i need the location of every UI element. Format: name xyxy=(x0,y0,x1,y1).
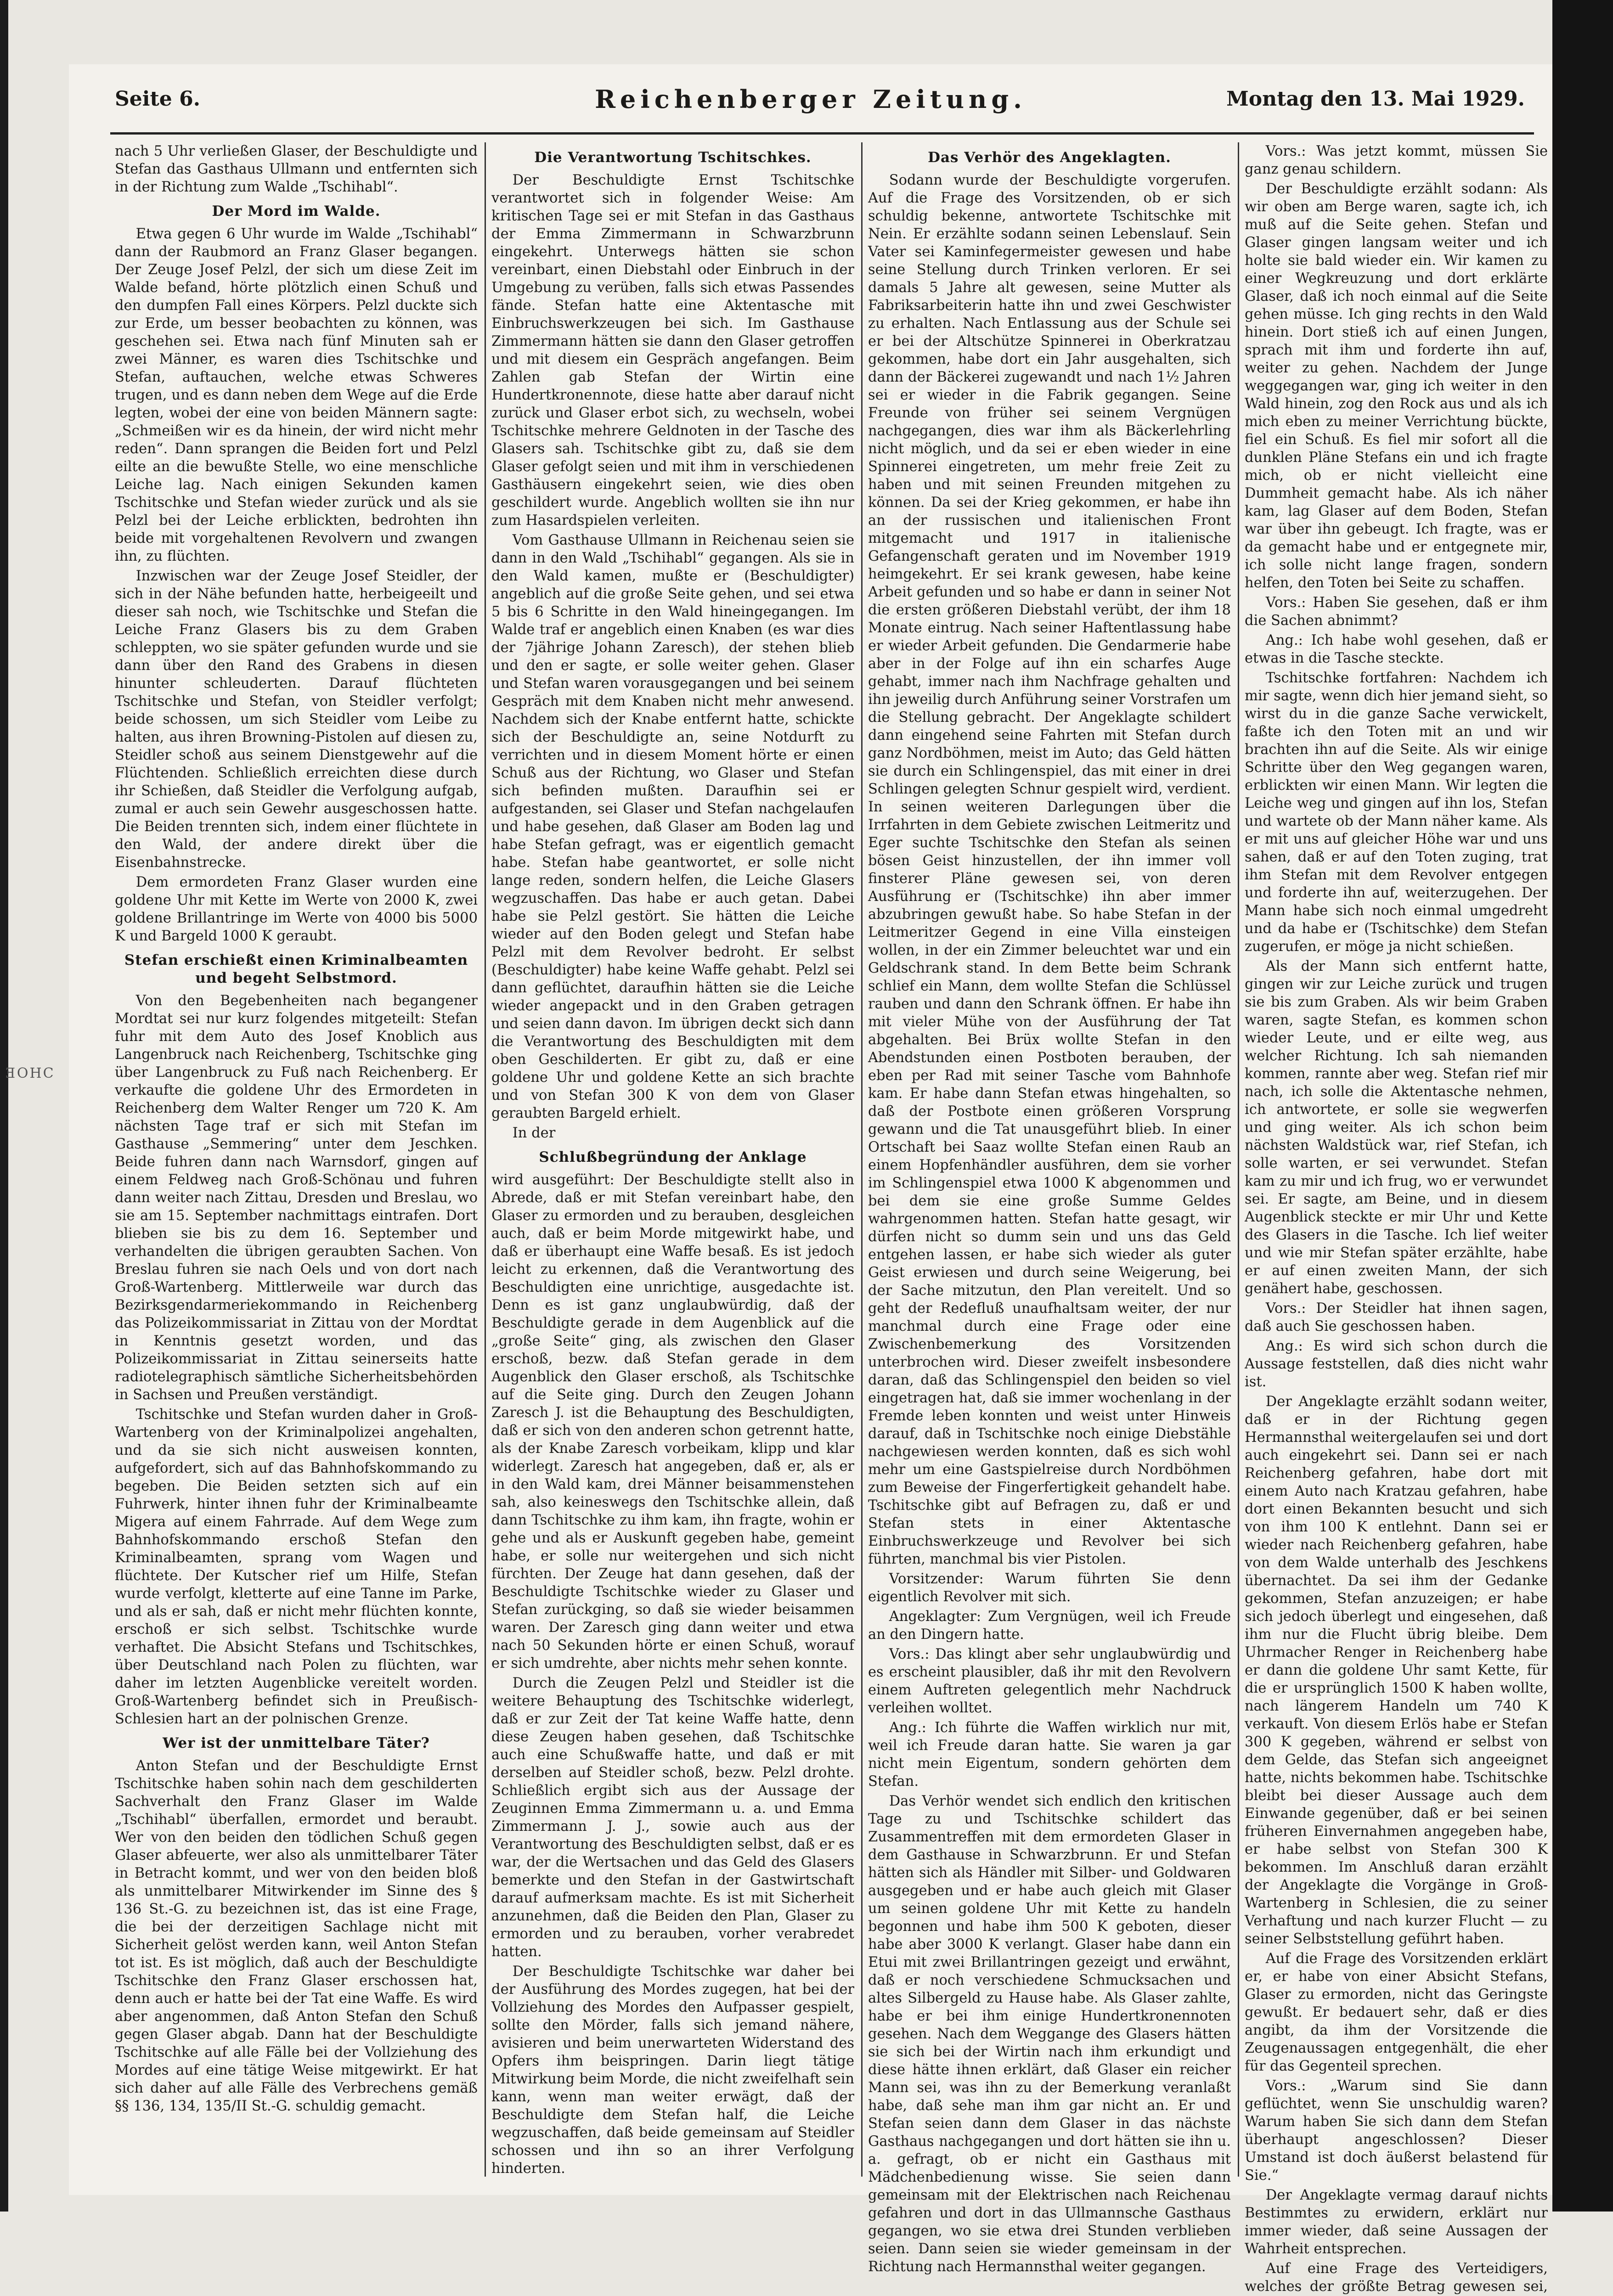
paragraph: Vors.: Was jetzt kommt, müssen Sie ganz genau schildern. xyxy=(1245,143,1548,177)
column-3 xyxy=(868,142,1231,2275)
newspaper-page xyxy=(69,64,1552,2295)
section-heading: Stefan erschießt einen Kriminalbeamten und begeht Selbstmord. xyxy=(124,952,468,986)
paragraph: Anton Stefan und der Beschuldigte Ernst Tschitschke haben sohin nach dem geschilderten Sachverhalt den Franz Glaser im Walde „Tschihabl“ überfallen, ermordet und beraubt. Wer von den beiden den tödlichen Schuß gegen Glaser abfeuerte, wer also als unmittelbarer Täter in Betracht kommt, und wer von den beiden bloß als unmittelbarer Mitwirkender im Sinne des § 136 St.-G. zu bezeichnen ist, das ist eine Frage, die bei der derzeitigen Sachlage nicht mit Sicherheit gelöst werden kann, weil Anton Stefan tot ist. Es ist möglich, daß auch der Beschuldigte Tschitschke den Franz Glaser erschossen hat, denn auch er hatte bei der Tat eine Waffe. Es wird aber angenommen, daß Anton Stefan den Schuß gegen Glaser abgab. Dann hat der Beschuldigte Tschitschke auf alle Fälle bei der Vollziehung des Mordes auf eine tätige Weise mitgewirkt. Er hat sich daher auf alle Fälle des Verbrechens gemäß §§ 136, 134, 135/II St.-G. schuldig gemacht. xyxy=(115,1758,478,2114)
paragraph: Das Verhör wendet sich endlich den kritischen Tage zu und Tschitschke schildert das Zusammentreffen mit dem ermordeten Glaser in dem Gasthause in Schwarzbrunn. Er und Stefan hätten sich als Händler mit Silber- und Goldwaren ausgegeben und er habe auch gleich mit Glaser um seinen goldene Uhr mit Kette zu handeln begonnen und habe ihm 500 K geboten, dieser habe aber 3000 K verlangt. Glaser habe dann ein Etui mit zwei Brillantringen gezeigt und erwähnt, daß er noch verschiedene Schmucksachen und altes Silbergeld zu Hause habe. Als Glaser zahlte, habe er bei ihm einige Hundertkronennoten gesehen. Nach dem Weggange des Glasers hätten sie sich bei der Wirtin nach ihm erkundigt und diese hätte ihnen erklärt, daß Glaser ein reicher Mann sei, was ihn zu der Bemerkung veranlaßt habe, daß sehe man ihm gar nicht an. Er und Stefan seien dann dem Glaser in das nächste Gasthaus nachgegangen und dort hätten sie ihn u. a. gefragt, ob er nicht ein Gasthaus mit Mädchenbedienung wisse. Sie seien dann gemeinsam mit der Elektrischen nach Reichenau gefahren und dort in das Ullmannsche Gasthaus gegangen, wo sie etwa drei Stunden verblieben seien. Dann seien sie wieder gemeinsam in der Richtung nach Hermannsthal weiter gegangen. xyxy=(868,1793,1231,2275)
section-heading: Wer ist der unmittelbare Täter? xyxy=(163,1735,430,1751)
paragraph: Der Beschuldigte erzählt sodann: Als wir oben am Berge waren, sagte ich, ich muß auf die Seite gehen. Stefan und Glaser gingen langsam weiter und ich holte sie bald wieder ein. Wir kamen zu einer Wegkreuzung und dort erklärte Glaser, daß ich noch einmal auf die Seite gehen müsse. Ich ging rechts in den Wald hinein. Dort stieß ich auf einen Jungen, sprach mit ihm und forderte ihn auf, weiter zu gehen. Nachdem der Junge weggegangen war, ging ich weiter in den Wald hinein, zog den Rock aus und als ich mich eben zu meiner Verrichtung bückte, fiel ein Schuß. Es fiel mir sofort all die dunklen Pläne Stefans ein und ich fragte mich, ob er nicht vielleicht eine Dummheit gemacht habe. Als ich näher kam, lag Glaser auf dem Boden, Stefan war über ihn gebeugt. Ich fragte, was er da gemacht habe und er entgegnete mir, ich solle nicht lange fragen, sondern helfen, den Toten bei Seite zu schaffen. xyxy=(1245,181,1548,591)
paragraph: Vorsitzender: Warum führten Sie denn eigentlich Revolver mit sich. xyxy=(868,1571,1231,1605)
paragraph: Als der Mann sich entfernt hatte, gingen wir zur Leiche zurück und trugen sie bis zum Graben. Als wir beim Graben waren, sagte Stefan, es kommen schon wieder Leute, und er eilte weg, aus welcher Richtung. Ich sah niemanden kommen, rannte aber weg. Stefan rief mir nach, ich solle die Aktentasche nehmen, ich antwortete, er solle sie wegwerfen und ging weiter. Als ich schon beim nächsten Waldstück war, rief Stefan, ich solle warten, er sei verwundet. Stefan kam zu mir und ich frug, wo er verwundet sei. Er sagte, am Beine, und in diesem Augenblick steckte er mir Uhr und Kette des Glasers in die Tasche. Ich lief weiter und wie mir Stefan später erzählte, habe er auf einen zweiten Mann, der sich genähert habe, geschossen. xyxy=(1245,958,1548,1297)
paragraph: In der xyxy=(512,1125,556,1141)
paragraph: Auf die Frage des Vorsitzenden erklärt er, er habe von einer Absicht Stefans, Glaser zu ermorden, nicht das Geringste gewußt. Er bedauert sehr, daß er dies angibt, da ihm der Vorsitzende die Zeugenaussagen entgegenhält, die eher für das Gegenteil sprechen. xyxy=(1245,1951,1548,2074)
paragraph: Vom Gasthause Ullmann in Reichenau seien sie dann in den Wald „Tschihabl“ gegangen. Als sie in den Wald kamen, mußte er (Beschuldigter) angeblich auf die große Seite gehen, und sei etwa 5 bis 6 Schritte in den Wald hineingegangen. Im Walde traf er angeblich einen Knaben (es war dies der 7jährige Johann Zaresch), der stehen blieb und den er sagte, er solle weiter gehen. Glaser und Stefan waren vorausgegangen und bei seinem Gespräch mit dem Knaben nicht mehr anwesend. Nachdem sich der Knabe entfernt hatte, schickte sich der Beschuldigte an, seine Notdurft zu verrichten und in diesem Moment hörte er einen Schuß aus der Richtung, wo Glaser und Stefan sich befinden mußten. Daraufhin sei er aufgestanden, sei Glaser und Stefan nachgelaufen und habe gesehen, daß Glaser am Boden lag und habe Stefan gefragt, was er eigentlich gemacht habe. Stefan habe geantwortet, er solle nicht lange reden, sondern helfen, die Leiche Glasers wegzuschaffen. Das habe er auch getan. Dabei habe sie Pelzl gestört. Sie hätten die Leiche wieder auf den Boden gelegt und Stefan habe Pelzl mit dem Revolver bedroht. Er selbst (Beschuldigter) habe keine Waffe gehabt. Pelzl sei dann geflüchtet, daraufhin hätten sie die Leiche wieder angepackt und in den Graben getragen und seien dann davon. Im übrigen deckt sich dann die Verantwortung des Beschuldigten mit dem oben Geschilderten. Er gibt zu, daß er eine goldene Uhr und goldene Kette an sich brachte und von Stefan 300 K von dem von Glaser geraubten Bargeld erhielt. xyxy=(491,532,854,1121)
column-divider xyxy=(485,142,486,2177)
column-2 xyxy=(491,142,854,2177)
paragraph: Vors.: Das klingt aber sehr unglaubwürdig und es erscheint plausibler, daß ihr mit den Revolvern einem Auftreten gelegentlich mehr Nachdruck verleihen wolltet. xyxy=(868,1646,1231,1716)
section-heading: Das Verhör des Angeklagten. xyxy=(928,149,1171,166)
paragraph: Ang.: Ich führte die Waffen wirklich nur mit, weil ich Freude daran hatte. Sie waren ja gar nicht mein Eigentum, sondern gehörten dem Stefan. xyxy=(868,1720,1231,1790)
paragraph: Auf eine Frage des Verteidigers, welches der größte Betrag gewesen sei, xyxy=(1245,2261,1548,2295)
issue-date: Montag den 13. Mai 1929. xyxy=(1226,87,1525,111)
paragraph: Der Angeklagte vermag darauf nichts Bestimmtes zu erwidern, erklärt nur immer wieder, daß seine Aussagen der Wahrheit entsprechen. xyxy=(1245,2187,1548,2257)
paragraph: Der Angeklagte erzählt sodann weiter, daß er in der Richtung gegen Hermannsthal weitergelaufen sei und dort auch eingekehrt sei. Dann sei er nach Reichenberg gefahren, habe dort mit einem Auto nach Kratzau gefahren, habe dort einen Bekannten besucht und sich von ihm 100 K entlehnt. Dann sei er wieder nach Reichenberg gefahren, habe von dem Walde unterhalb des Jeschkens übernachtet. Da sei ihm der Gedanke gekommen, Stefan anzuzeigen; er habe sich jedoch überlegt und eingesehen, daß ihm nur die Flucht übrig bleibe. Dem Uhrmacher Renger in Reichenberg habe er dann die goldene Uhr samt Kette, für die er ursprünglich 1500 K haben wollte, nach längerem Handeln um 740 K verkauft. Von diesem Erlös habe er Stefan 300 K gegeben, während er selbst von dem Gelde, das Stefan sich angeeignet hatte, nichts bekommen habe. Tschitschke bleibt bei dieser Aussage auch dem Einwande gegenüber, daß er bei seinen früheren Einvernahmen angegeben habe, er habe selbst von Stefan 300 K bekommen. Im Anschluß daran erzählt der Angeklagte die Vorgänge in Groß-Wartenberg in Schlesien, die zu seiner Verhaftung und nach kurzer Flucht — zu seiner Selbststellung geführt haben. xyxy=(1245,1394,1548,1947)
paragraph: Vors.: Haben Sie gesehen, daß er ihm die Sachen abnimmt? xyxy=(1245,595,1548,629)
paragraph: Dem ermordeten Franz Glaser wurden eine goldene Uhr mit Kette im Werte von 2000 K, zwei goldene Brillantringe im Werte von 4000 bis 5000 K und Bargeld 1000 K geraubt. xyxy=(115,874,478,944)
page-number: Seite 6. xyxy=(115,87,201,111)
margin-marker: ƎOHC xyxy=(6,1065,55,1081)
paragraph: Vors.: „Warum sind Sie dann geflüchtet, wenn Sie unschuldig waren? Warum haben Sie sich dann dem Stefan überhaupt angeschlossen? Dieser Umstand ist doch äußerst belastend für Sie.“ xyxy=(1245,2078,1548,2183)
paragraph: Vors.: Der Steidler hat ihnen sagen, daß auch Sie geschossen haben. xyxy=(1245,1300,1548,1334)
paragraph: Der Beschuldigte Ernst Tschitschke verantwortet sich in folgender Weise: Am kritischen Tage sei er mit Stefan in das Gasthaus der Emma Zimmermann in Schwarzbrunn eingekehrt. Unterwegs hätten sie schon vereinbart, einen Diebstahl oder Einbruch in der Umgebung zu verüben, falls sich etwas Passendes fände. Stefan hatte eine Aktentasche mit Einbruchswerkzeugen bei sich. Im Gasthause Zimmermann hätten sie dann den Glaser getroffen und mit diesem ein Gespräch angefangen. Beim Zahlen gab Stefan der Wirtin eine Hundertkronennote, diese hatte aber darauf nicht zurück und Glaser erbot sich, zu wechseln, wobei Tschitschke mehrere Geldnoten in der Tasche des Glasers sah. Tschitschke gibt zu, daß sie dem Glaser gefolgt seien und mit ihm in verschiedenen Gasthäusern eingekehrt seien, wie dies oben geschildert wurde. Angeblich wollten sie ihn nur zum Hasardspielen verleiten. xyxy=(491,172,854,529)
paragraph: Inzwischen war der Zeuge Josef Steidler, der sich in der Nähe befunden hatte, herbeigeeilt und dieser sah noch, wie Tschitschke und Stefan die Leiche Franz Glasers bis zu dem Graben schleppten, wo sie später gefunden wurde und sie dann über den Rand des Grabens in diesen hinunter schleuderten. Darauf flüchteten Tschitschke und Stefan, von Steidler verfolgt; beide schossen, um sich Steidler vom Leibe zu halten, aus ihren Browning-Pistolen auf diesen zu, Steidler schoß aus seinem Dienstgewehr auf die Flüchtenden. Schließlich erreichten diese durch ihr Schießen, daß Steidler die Verfolgung aufgab, zumal er auch sein Gewehr ausgeschossen hatte. Die Beiden trennten sich, indem einer flüchtete in den Wald, der andere direkt über die Eisenbahnstrecke. xyxy=(115,568,478,871)
section-heading: Die Verantwortung Tschitschkes. xyxy=(534,149,812,166)
section-heading: Schlußbegründung der Anklage xyxy=(539,1149,807,1165)
paragraph: Ang.: Ich habe wohl gesehen, daß er etwas in die Tasche steckte. xyxy=(1245,632,1548,666)
masthead: Reichenberger Zeitung. xyxy=(595,84,1026,114)
paragraph: Angeklagter: Zum Vergnügen, weil ich Freude an den Dingern hatte. xyxy=(868,1609,1231,1643)
scan-edge-left xyxy=(0,0,8,2212)
paragraph: Tschitschke fortfahren: Nachdem ich mir sagte, wenn dich hier jemand sieht, so wirst du in die ganze Sache verwickelt, faßte ich den Toten mit an und wir brachten ihn auf die Seite. Als wir einige Schritte über den Weg gegangen waren, erblickten wir einen Mann. Wir legten die Leiche weg und gingen auf ihn los, Stefan und wartete ob der Mann näher kame. Als er mit uns auf gleicher Höhe war und uns sahen, daß er auf den Toten zuging, trat ihm Stefan mit dem Revolver entgegen und forderte ihn auf, weiterzugehen. Der Mann habe sich noch einmal umgedreht und da habe er (Tschitschke) dem Stefan zugerufen, er möge ja nicht schießen. xyxy=(1245,670,1548,955)
paragraph: Von den Begebenheiten nach begangener Mordtat sei nur kurz folgendes mitgeteilt: Stefan fuhr mit dem Auto des Josef Knoblich aus Langenbruck nach Reichenberg, Tschitschke ging über Langenbruck zu Fuß nach Reichenberg. Er verkaufte die goldene Uhr des Ermordeten in Reichenberg dem Walter Renger um 720 K. Am nächsten Tage traf er sich mit Stefan im Gasthause „Semmering“ unter dem Jeschken. Beide fuhren dann nach Warnsdorf, gingen auf einem Feldweg nach Groß-Schönau und fuhren dann weiter nach Zittau, Dresden und Breslau, wo sie am 15. September nachmittags eintrafen. Dort blieben sie bis zu dem 16. September und verhandelten die übrigen geraubten Sachen. Von Breslau fuhren sie nach Oels und von dort nach Groß-Wartenberg. Mittlerweile war durch das Bezirksgendarmeriekommando in Reichenberg das Polizeikommissariat in Zittau von der Mordtat in Kenntnis gesetzt worden, und das Polizeikommissariat in Zittau seinerseits hatte radiotelegraphisch sämtliche Sicherheitsbehörden in Sachsen und Preußen verständigt. xyxy=(115,993,478,1403)
paragraph: Sodann wurde der Beschuldigte vorgerufen. Auf die Frage des Vorsitzenden, ob er sich schuldig bekenne, antwortete Tschitschke mit Nein. Er erzählte sodann seinen Lebenslauf. Sein Vater sei Kaminfegermeister gewesen und habe seine Stellung durch Trinken verloren. Er sei damals 5 Jahre alt gewesen, seine Mutter als Fabriksarbeiterin hatte ihn und zwei Geschwister zu erhalten. Nach Entlassung aus der Schule sei er bei der Altschütze Spinnerei in Oberkratzau gekommen, habe dort ein Jahr ausgehalten, sich dann der Bäckerei zugewandt und nach 1½ Jahren sei er wieder in die Fabrik gegangen. Seine Freunde von früher sei seinem Vergnügen nachgegangen, dies war ihm als Bäckerlehrling nicht möglich, und da sei er eben wieder in eine Spinnerei eingetreten, um mehr freie Zeit zu haben und mit seinen Freunden mitgehen zu können. Da sei der Krieg gekommen, er habe ihn an der russischen und italienischen Front mitgemacht und 1917 in italienische Gefangenschaft geraten und im November 1919 heimgekehrt. Er sei krank gewesen, habe keine Arbeit gefunden und so habe er dann in seiner Not die ersten größeren Diebstahl verübt, der ihm 18 Monate eintrug. Nach seiner Haftentlassung habe er wieder Arbeit gefunden. Die Gendarmerie habe aber in der Folge auf ihn ein scharfes Auge gehabt, immer nach ihm Nachfrage gehalten und ihn jeweilig durch Anführung seiner Vorstrafen um die Stellung gebracht. Der Angeklagte schildert dann eingehend seine Fahrten mit Stefan durch ganz Nordböhmen, meist im Auto; das Geld hätten sie durch ein Schlingenspiel, das mit einer in drei Schlingen gelegten Schnur gespielt wird, verdient. In seinen weiteren Darlegungen über die Irrfahrten in dem Gebiete zwischen Leitmeritz und Eger suchte Tschitschke den Stefan als seinen bösen Geist hinzustellen, der ihn immer voll finsterer Pläne gewesen sei, von deren Ausführung er (Tschitschke) ihn aber immer abzubringen gewußt habe. So habe Stefan in der Leitmeritzer Gegend in eine Villa einsteigen wollen, in der ein Zimmer beleuchtet war und ein Geldschrank stand. In dem Bette beim Schrank schlief ein Mann, dem wollte Stefan die Schlüssel rauben und dann den Schrank öffnen. Er habe ihn mit vieler Mühe von der Ausführung der Tat abgehalten. Bei Brüx wollte Stefan in den Abendstunden einen Postboten berauben, der eben per Rad mit seiner Tasche vom Bahnhofe kam. Er habe dann Stefan etwas hingehalten, so daß der Postbote einen größeren Vorsprung gewann und die Tat unausgeführt blieb. In einer Ortschaft bei Saaz wollte Stefan einen Raub an einem Hopfenhändler ausführen, dem sie vorher im Schlingenspiel etwa 1000 K abgenommen und bei dem sie eine große Summe Geldes wahrgenommen hatten. Stefan hatte gesagt, wir dürfen nicht so dumm sein und uns das Geld entgehen lassen, er habe sich wieder als guter Geist erwiesen und durch seine Weigerung, bei der Sache mitzutun, den Plan vereitelt. Und so geht der Redefluß unaufhaltsam weiter, der nur manchmal durch eine Frage oder eine Zwischenbemerkung des Vorsitzenden unterbrochen wird. Dieser zweifelt insbesondere daran, daß das Schlingenspiel den beiden so viel eingetragen hat, daß sie immer wochenlang in der Fremde leben konnten und weist unter Hinweis darauf, daß in Tschitschke noch einige Diebstähle nachgewiesen werden konnten, daß es sich wohl mehr um eine Gastspielreise durch Nordböhmen zum Beweise der Fingerfertigkeit gehandelt habe. Tschitschke gibt auf Befragen zu, daß er und Stefan stets in einer Aktentasche Einbruchswerkzeuge und Revolver bei sich führten, manchmal bis vier Pistolen. xyxy=(868,172,1231,1567)
paragraph: Durch die Zeugen Pelzl und Steidler ist die weitere Behauptung des Tschitschke widerlegt, daß er zur Zeit der Tat keine Waffe hatte, denn diese Zeugen haben gesehen, daß Tschitschke auch eine Schußwaffe hatte, und daß er mit derselben auf Steidler schoß, bezw. Pelzl drohte. Schließlich ergibt sich aus der Aussage der Zeuginnen Emma Zimmermann u. a. und Emma Zimmermann J. J., sowie auch aus der Verantwortung des Beschuldigten selbst, daß er es war, der die Wertsachen und das Geld des Glasers bemerkte und den Stefan in der Gastwirtschaft darauf aufmerksam machte. Es ist mit Sicherheit anzunehmen, daß die Beiden den Plan, Glaser zu ermorden und zu berauben, vorher verabredet hatten. xyxy=(491,1675,854,1960)
column-1 xyxy=(115,142,478,2177)
column-4 xyxy=(1245,142,1548,2295)
header-rule xyxy=(110,132,1534,135)
paragraph: nach 5 Uhr verließen Glaser, der Beschuldigte und Stefan das Gasthaus Ullmann und entfernten sich in der Richtung zum Walde „Tschihabl“. xyxy=(115,143,478,195)
paragraph: Etwa gegen 6 Uhr wurde im Walde „Tschihabl“ dann der Raubmord an Franz Glaser begangen. Der Zeuge Josef Pelzl, der sich um diese Zeit im Walde befand, hörte plötzlich einen Schuß und den dumpfen Fall eines Körpers. Pelzl duckte sich zur Erde, um besser beobachten zu können, was geschehen sei. Etwa nach fünf Minuten sah er zwei Männer, es waren dies Tschitschke und Stefan, auftauchen, welche etwas Schweres trugen, und es dann neben dem Wege auf die Erde legten, wobei der eine von beiden Männern sagte: „Schmeißen wir es da hinein, der wird nicht mehr reden“. Dann sprangen die Beiden fort und Pelzl eilte an die bewußte Stelle, wo eine menschliche Leiche lag. Nach einigen Sekunden kamen Tschitschke und Stefan wieder zurück und als sie Pelzl bei der Leiche erblickten, bedrohten ihn beide mit vorgehaltenen Revolvern und zwangen ihn, zu flüchten. xyxy=(115,226,478,564)
paragraph: Tschitschke und Stefan wurden daher in Groß-Wartenberg von der Kriminalpolizei angehalten, und da sie sich nicht ausweisen konnten, aufgefordert, sich auf das Bahnhofskommando zu begeben. Die Beiden setzten sich auf ein Fuhrwerk, hinter ihnen fuhr der Kriminalbeamte Migera auf einem Fahrrade. Auf dem Wege zum Bahnhofskommando erschoß Stefan den Kriminalbeamten, sprang vom Wagen und flüchtete. Der Kutscher rief um Hilfe, Stefan wurde verfolgt, kletterte auf eine Tanne im Parke, und als er sah, daß er nicht mehr flüchten konnte, erschoß er sich selbst. Tschitschke wurde verhaftet. Die Absicht Stefans und Tschitschkes, über Deutschland nach Polen zu flüchten, war daher im letzten Augenblicke vereitelt worden. Groß-Wartenberg befindet sich in Preußisch-Schlesien hart an der polnischen Grenze. xyxy=(115,1407,478,1727)
paragraph: Der Beschuldigte Tschitschke war daher bei der Ausführung des Mordes zugegen, hat bei der Vollziehung des Mordes den Aufpasser gespielt, sollte den Mörder, falls sich jemand nähere, avisieren und beim unerwarteten Widerstand des Opfers ihm beispringen. Darin liegt tätige Mitwirkung beim Morde, die nicht zweifelhaft sein kann, wenn man weiter erwägt, daß der Beschuldigte dem Stefan half, die Leiche wegzuschaffen, daß beide gemeinsam auf Steidler schossen und ihn so an ihrer Verfolgung hinderten. xyxy=(491,1964,854,2177)
paragraph: wird ausgeführt: Der Beschuldigte stellt also in Abrede, daß er mit Stefan vereinbart habe, den Glaser zu ermorden und zu berauben, desgleichen auch, daß er beim Morde mitgewirkt habe, und daß er überhaupt eine Waffe besaß. Es ist jedoch leicht zu erkennen, daß die Verantwortung des Beschuldigten eine unrichtige, ausgedachte ist. Denn es ist ganz unglaubwürdig, daß der Beschuldigte gerade in dem Augenblick auf die „große Seite“ ging, als zwischen den Glaser erschoß, bezw. daß Stefan gerade in dem Augenblick den Glaser erschoß, als Tschitschke auf die Seite ging. Durch den Zeugen Johann Zaresch J. ist die Behauptung des Beschuldigten, daß er sich von den anderen schon getrennt hatte, als der Knabe Zaresch vorbeikam, klipp und klar widerlegt. Zaresch hat angegeben, daß er, als er in den Wald kam, drei Männer beisammenstehen sah, also keineswegs den Tschitschke allein, daß dann Tschitschke zu ihm kam, ihn fragte, wohin er gehe und als er Auskunft gegeben habe, gemeint habe, er solle nur weitergehen und sich nicht fürchten. Der Zeuge hat dann gesehen, daß der Beschuldigte Tschitschke wieder zu Glaser und Stefan zurückging, so daß sie wieder beisammen waren. Der Zaresch ging dann weiter und etwa nach 50 Sekunden hörte er einen Schuß, worauf er sich umdrehte, aber nichts mehr sehen konnte. xyxy=(491,1172,854,1671)
scan-edge-right xyxy=(1552,0,1613,2212)
column-divider xyxy=(1238,142,1239,2177)
page-header xyxy=(69,64,1552,133)
section-heading: Der Mord im Walde. xyxy=(212,203,381,219)
column-divider xyxy=(861,142,863,2177)
paragraph: Ang.: Es wird sich schon durch die Aussage feststellen, daß dies nicht wahr ist. xyxy=(1245,1338,1548,1390)
